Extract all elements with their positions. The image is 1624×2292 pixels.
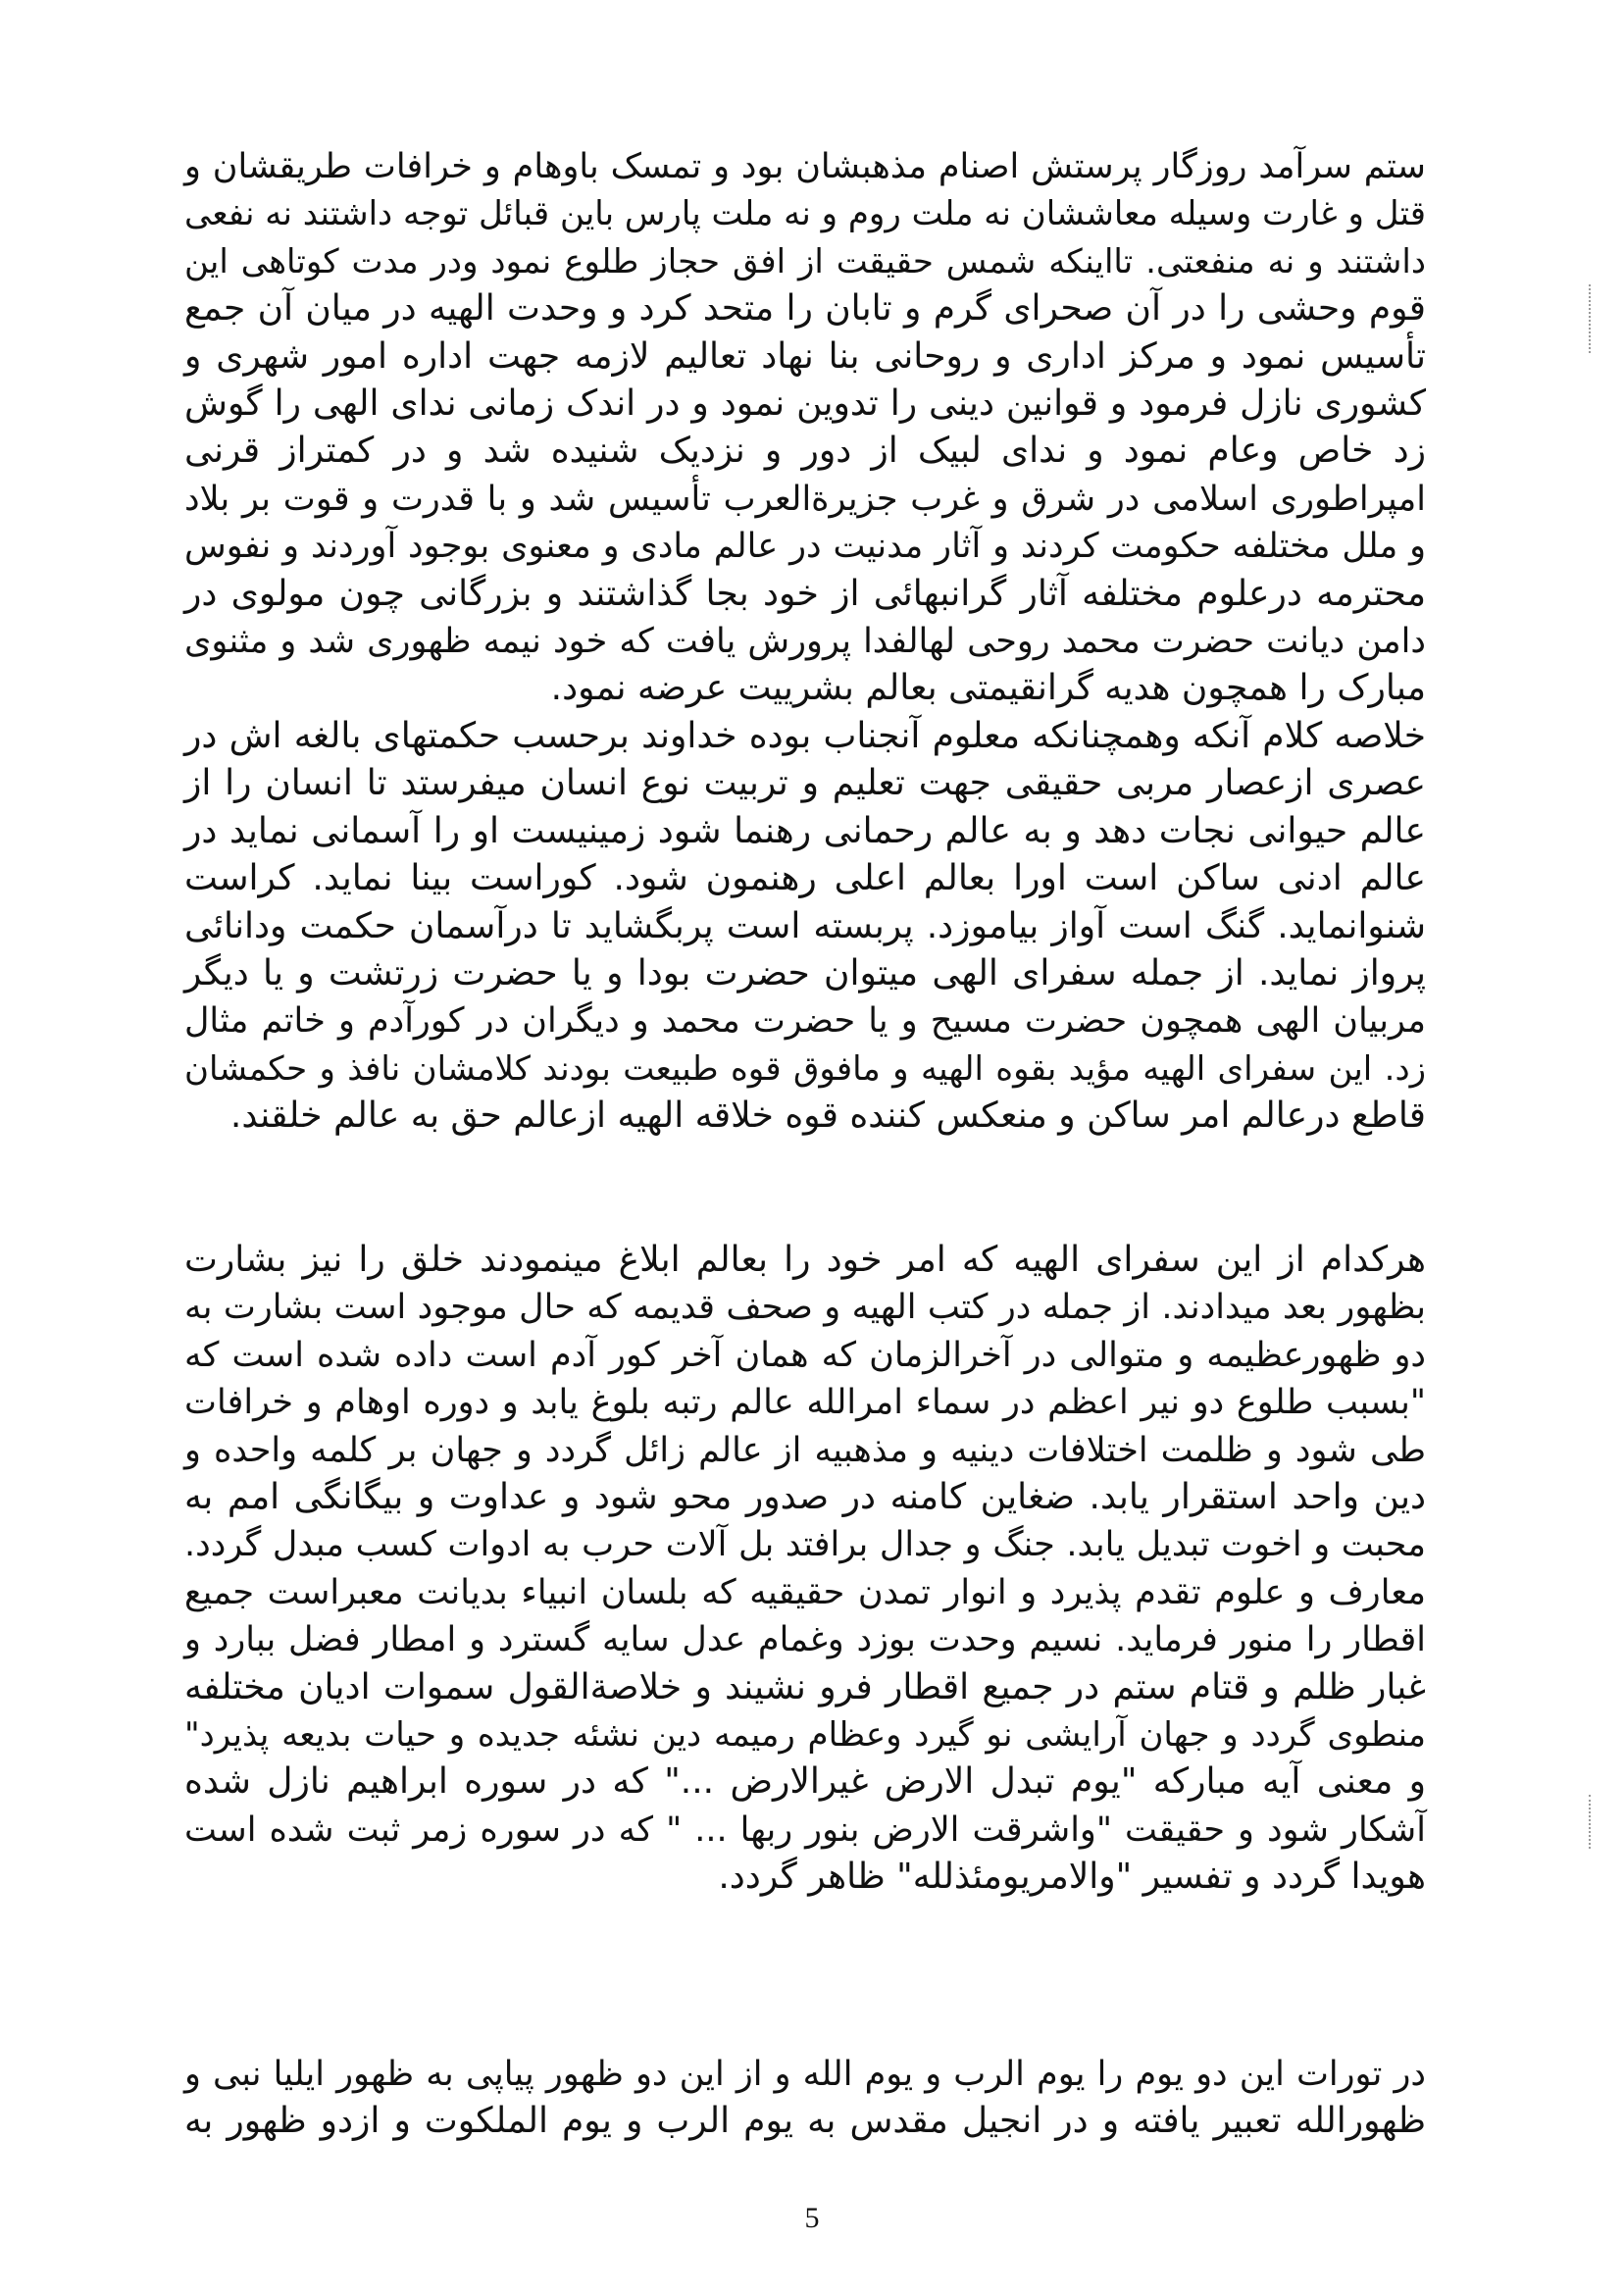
paragraph-line: قوم وحشی را در آن صحرای گرم و تابان را متحد کرد و وحدت الهیه در میان آن جمع xyxy=(184,288,1426,330)
paragraph-line: معارف و علوم تقدم پذیرد و انوار تمدن حقیقیه که بلسان انبیاء بدیانت معبراست جمیع xyxy=(184,1572,1426,1612)
paragraph-line: دو ظهورعظیمه و متوالی در آخرالزمان که همان آخر کور آدم است داده شده است که xyxy=(184,1335,1426,1375)
paragraph-line: در تورات این دو یوم را یوم الرب و یوم الله و از این دو ظهور پیاپی به ظهور ایلیا نبی و xyxy=(184,2055,1426,2094)
paragraph-line: زد خاص وعام نمود و ندای لبیک از دور و نزدیک شنیده شد و در کمتراز قرنی xyxy=(184,431,1426,472)
paragraph-line: امپراطوری اسلامی در شرق و غرب جزیرةالعرب تأسیس شد و با قدرت و قوت بر بلاد xyxy=(184,479,1426,519)
paragraph-line: عصری ازعصار مربی حقیقی جهت تعلیم و تربیت نوع انسان میفرستد تا انسان را از xyxy=(184,763,1426,804)
paragraph-line: و معنی آیه مبارکه "یوم تبدل الارض غیرالارض ..." که در سوره ابراهیم نازل شده xyxy=(184,1761,1426,1803)
paragraph-line: اقطار را منور فرماید. نسیم وحدت بوزد وغمام عدل سایه گسترد و امطار فضل ببارد و xyxy=(184,1620,1426,1660)
paragraph-line: دین واحد استقرار یابد. ضغاین کامنه در صدور محو شود و عداوت و بیگانگی امم به xyxy=(184,1477,1426,1518)
paragraph-line: ظهورالله تعبیر یافته و در انجیل مقدس به یوم الرب و یوم الملکوت و ازدو ظهور به xyxy=(184,2101,1426,2142)
paragraph-line: آشکار شود و حقیقت "واشرقت الارض بنور ربها ... " که در سوره زمر ثبت شده است xyxy=(184,1809,1426,1850)
paragraph-line: عالم ادنی ساکن است اورا بعالم اعلی رهنمون شود. کوراست بینا نماید. کراست xyxy=(184,858,1426,899)
paragraph-line: هرکدام از این سفرای الهیه که امر خود را بعالم ابلاغ مینمودند خلق را نیز بشارت xyxy=(184,1240,1426,1280)
paragraph-line: محترمه درعلوم مختلفه آثار گرانبهائی از خود بجا گذاشتند و بزرگانی چون مولوی در xyxy=(184,573,1426,614)
paragraph-line: منطوی گردد و جهان آرایشی نو گیرد وعظام رمیمه دین نشئه جدیده و حیات بدیعه پذیرد" xyxy=(184,1715,1426,1756)
paragraph-line: قتل و غارت وسیله معاششان نه ملت روم و نه ملت پارس باین قبائل توجه داشتند نه نفعی xyxy=(184,194,1426,234)
paragraph-line: مربیان الهی همچون حضرت مسیح و یا حضرت محمد و دیگران در کورآدم و خاتم مثال xyxy=(184,1001,1426,1042)
paragraph-line: قاطع درعالم امر ساکن و منعکس کننده قوه خلاقه الهیه ازعالم حق به عالم خلقند. xyxy=(229,1095,1426,1137)
paragraph-line: پرواز نماید. از جمله سفرای الهی میتوان حضرت بودا و یا حضرت زرتشت و یا دیگر xyxy=(184,952,1426,993)
paragraph-line: تأسیس نمود و مرکز اداری و روحانی بنا نهاد تعالیم لازمه جهت اداره امور شهری و xyxy=(184,335,1426,377)
paragraph-line: محبت و اخوت تبدیل یابد. جنگ و جدال برافتد بل آلات حرب به ادوات کسب مبدل گردد. xyxy=(184,1525,1426,1565)
paragraph-line: کشوری نازل فرمود و قوانین دینی را تدوین نمود و در اندک زمانی ندای الهی را گوش xyxy=(184,383,1426,425)
paragraph-line: داشتند و نه منفعتی. تااینکه شمس حقیقت از افق حجاز طلوع نمود ودر مدت کوتاهی این xyxy=(184,241,1426,281)
paragraph-line: دامن دیانت حضرت محمد روحی لهالفدا پرورش یافت که خود نیمه ظهوری شد و مثنوی xyxy=(184,622,1426,662)
paragraph-line: مبارک را همچون هدیه گرانقیمتی بعالم بشرییت عرضه نمود. xyxy=(550,668,1426,709)
paragraph-2 xyxy=(184,1237,1426,1902)
paragraph-line: ستم سرآمد روزگار پرستش اصنام مذهبشان بود و تمسک باوهام و خرافات طریقشان و xyxy=(184,147,1426,186)
paragraph-line: زد. این سفرای الهیه مؤید بقوه الهیه و مافوق قوه طبیعت بودند کلامشان نافذ و حکمشان xyxy=(184,1048,1426,1089)
paragraph-1 xyxy=(184,143,1426,1141)
paragraph-line: و ملل مختلفه حکومت کردند و آثار مدنیت در عالم مادی و معنوی بوجود آوردند و نفوس xyxy=(184,527,1426,567)
paragraph-line: غبار ظلم و قتام ستم در جمیع اقطار فرو نشیند و خلاصةالقول سموات ادیان مختلفه xyxy=(184,1666,1426,1707)
paragraph-line: خلاصه کلام آنکه وهمچنانکه معلوم آنجناب بوده خداوند برحسب حکمتهای بالغه اش در xyxy=(184,715,1426,756)
margin-mark xyxy=(1589,1795,1595,1849)
paragraph-line: عالم حیوانی نجات دهد و به عالم رحمانی رهنما شود زمینیست او را آسمانی نماید در xyxy=(184,810,1426,851)
paragraph-line: طی شود و ظلمت اختلافات دینیه و مذهبیه از عالم زائل گردد و جهان بر کلمه واحده و xyxy=(184,1430,1426,1470)
paragraph-line: هویدا گردد و تفسیر "والامریومئذلله" ظاهر گردد. xyxy=(718,1857,1426,1898)
margin-mark xyxy=(1589,284,1595,353)
paragraph-line: "بسبب طلوع دو نیر اعظم در سماء امرالله عالم رتبه بلوغ یابد و دوره اوهام و خرافات xyxy=(184,1383,1426,1423)
paragraph-3 xyxy=(184,2051,1426,2146)
page-number: 5 xyxy=(804,2202,820,2234)
paragraph-line: بظهور بعد میدادند. از جمله در کتب الهیه و صحف قدیمه که حال موجود است بشارت به xyxy=(184,1288,1426,1328)
paragraph-line: شنوانماید. گنگ است آواز بیاموزد. پربسته است پربگشاید تا درآسمان حکمت ودانائی xyxy=(184,905,1426,946)
